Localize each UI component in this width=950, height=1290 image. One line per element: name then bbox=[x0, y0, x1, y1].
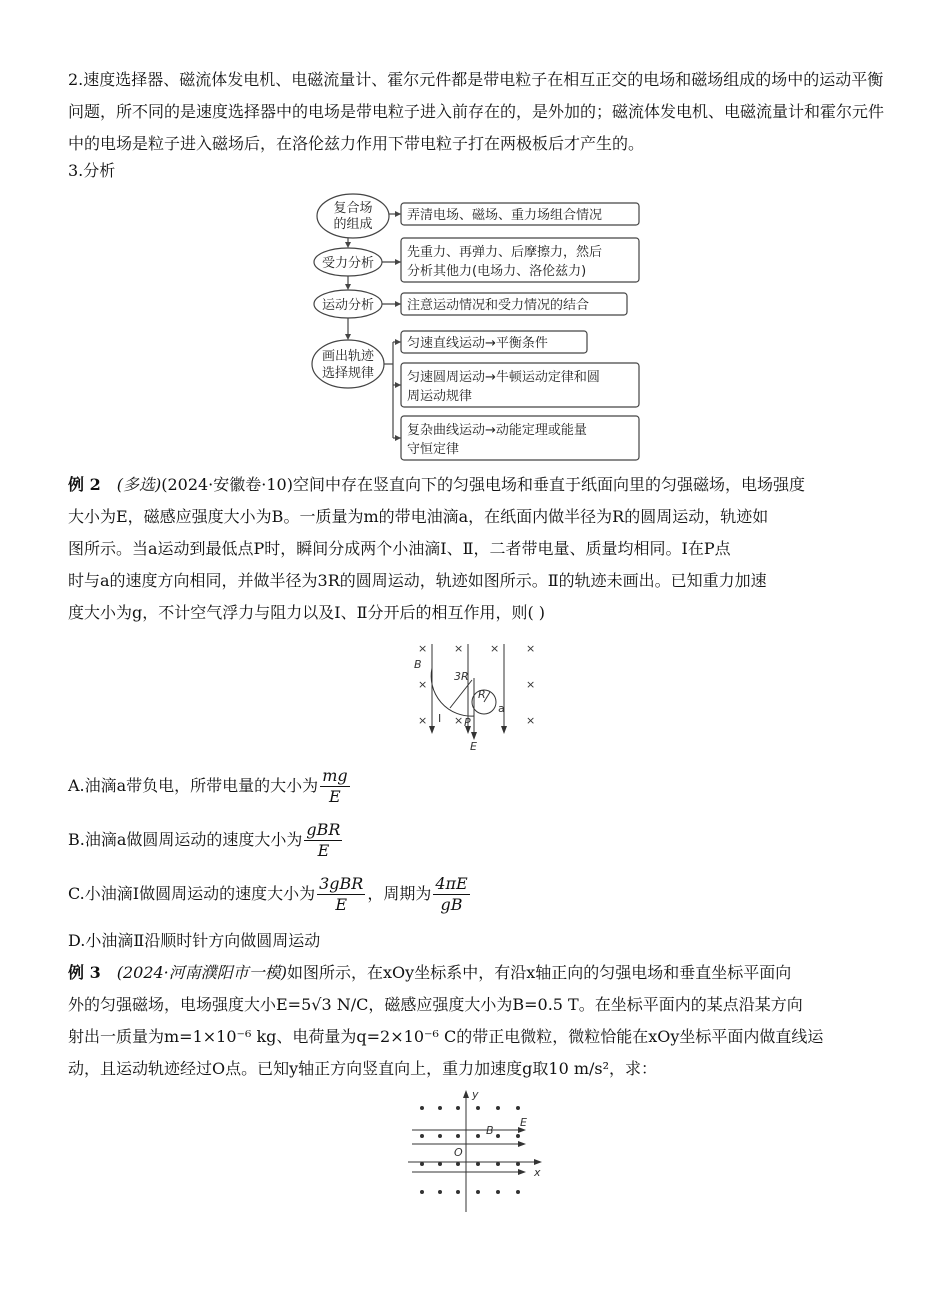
fig2-label-I: Ⅰ bbox=[438, 712, 442, 725]
example2-line-2: 大小为E，磁感应强度大小为B。一质量为m的带电油滴a，在纸面内做半径为R的圆周运动，轨迹如 bbox=[68, 507, 769, 526]
option-a-text: A.油滴a带负电，所带电量的大小为 bbox=[68, 776, 319, 795]
example3-line-4: 动，且运动轨迹经过O点。已知y轴正方向竖直向上，重力加速度g取10 m/s²，求： bbox=[68, 1059, 658, 1078]
flow-node-trajectory-l2: 选择规律 bbox=[321, 366, 375, 381]
option-c-text: C.小油滴Ⅰ做圆周运动的速度大小为 bbox=[68, 884, 316, 903]
example3-label: 例 3 bbox=[68, 963, 101, 982]
fig3-label-B: B bbox=[486, 1124, 494, 1137]
fig3-label-E: E bbox=[520, 1116, 527, 1129]
svg-text:×: × bbox=[418, 714, 428, 727]
fig3-label-y: y bbox=[472, 1088, 479, 1101]
example2-line-3: 图所示。当a运动到最低点P时，瞬间分成两个小油滴Ⅰ、Ⅱ，二者带电量、质量均相同。Ⅰ在P点 bbox=[68, 539, 731, 558]
example2-source-multi: (多选) bbox=[116, 475, 162, 494]
svg-text:×: × bbox=[490, 642, 500, 655]
svg-text:×: × bbox=[526, 678, 536, 691]
intro-point-2: 2.速度选择器、磁流体发电机、电磁流量计、霍尔元件都是带电粒子在相互正交的电场和磁场组成的场中的运动平衡问题，所不同的是速度选择器中的电场是带电粒子进入前存在的，是外加的；磁流体发电机、电磁流量计和霍尔元件中的电场是粒子进入磁场后，在洛伦兹力作用下带电粒子打在两极板后才产生的。 bbox=[68, 70, 885, 153]
example3-line-1 bbox=[68, 958, 791, 988]
flow-box-force-l2: 分析其他力(电场力、洛伦兹力) bbox=[407, 264, 587, 279]
flow-box-motion-text: 注意运动情况和受力情况的结合 bbox=[407, 298, 590, 313]
fig2-label-3R: 3R bbox=[454, 670, 469, 683]
option-b-text: B.油滴a做圆周运动的速度大小为 bbox=[68, 830, 303, 849]
example2-option-b bbox=[68, 820, 344, 861]
svg-text:×: × bbox=[418, 678, 428, 691]
example3-source: (2024·河南濮阳市一模) bbox=[116, 963, 288, 982]
flow-node-composition-l1: 复合场 bbox=[333, 201, 373, 216]
example2-option-d: D.小油滴Ⅱ沿顺时针方向做圆周运动 bbox=[68, 931, 321, 950]
option-b-fraction: $\frac{\text{gBR}}{E}$ bbox=[306, 820, 341, 860]
example3-line-3: 射出一质量为m=1×10⁻⁶ kg、电荷量为q=2×10⁻⁶ C的带正电微粒，微粒恰能在xOy坐标平面内做直线运 bbox=[68, 1027, 824, 1046]
flow-box-uniform-circle-l1: 匀速圆周运动→牛顿运动定律和圆 bbox=[407, 370, 600, 385]
fig2-label-P: P bbox=[464, 716, 471, 729]
example2-option-c bbox=[68, 874, 472, 915]
fig2-label-E: E bbox=[470, 740, 477, 753]
example2-option-a bbox=[68, 766, 352, 807]
example3-figure bbox=[402, 1088, 552, 1218]
fig2-label-R: R bbox=[478, 688, 486, 701]
example2-text-1: 空间中存在竖直向下的匀强电场和垂直于纸面向里的匀强磁场，电场强度 bbox=[292, 475, 805, 494]
flow-node-composition-l2: 的组成 bbox=[333, 217, 373, 232]
flow-node-trajectory-l1: 画出轨迹 bbox=[321, 349, 375, 364]
example2-line-5: 度大小为g，不计空气浮力与阻力以及Ⅰ、Ⅱ分开后的相互作用，则( ) bbox=[68, 603, 546, 622]
flow-node-force-label: 受力分析 bbox=[321, 256, 375, 271]
fig3-label-O: O bbox=[454, 1146, 463, 1159]
flow-box-uniform-line-text: 匀速直线运动→平衡条件 bbox=[407, 336, 548, 351]
fig2-label-a: a bbox=[498, 702, 505, 715]
option-c-fraction-speed: $\frac{\text{3gBR}}{E}$ bbox=[319, 874, 364, 914]
option-c-mid: ，周期为 bbox=[367, 884, 432, 903]
example2-label: 例 2 bbox=[68, 475, 101, 494]
svg-text:×: × bbox=[526, 714, 536, 727]
example3-text-1: 如图所示，在xOy坐标系中，有沿x轴正向的匀强电场和垂直坐标平面向 bbox=[287, 963, 792, 982]
svg-text:×: × bbox=[454, 642, 464, 655]
intro-point-3: 3.分析 bbox=[68, 161, 116, 180]
flow-box-force-l1: 先重力、再弹力、后摩擦力，然后 bbox=[407, 245, 603, 260]
fig3-label-x: x bbox=[534, 1166, 541, 1179]
fig2-label-B: B bbox=[414, 658, 422, 671]
example2-source: (2024·安徽卷·10) bbox=[161, 475, 293, 494]
svg-text:×: × bbox=[526, 642, 536, 655]
example2-line-4: 时与a的速度方向相同，并做半径为3R的圆周运动，轨迹如图所示。Ⅱ的轨迹未画出。已知重力加速 bbox=[68, 571, 767, 590]
analysis-flowchart bbox=[305, 192, 645, 462]
example2-figure bbox=[408, 638, 548, 753]
fig2-cross: × bbox=[418, 642, 428, 655]
example3-line-2: 外的匀强磁场，电场强度大小E=5√3 N/C，磁感应强度大小为B=0.5 T。在坐标平面内的某点沿某方向 bbox=[68, 995, 803, 1014]
flow-box-composition-text: 弄清电场、磁场、重力场组合情况 bbox=[407, 208, 603, 223]
example2-line-1 bbox=[68, 470, 805, 500]
flow-box-complex-curve-l2: 守恒定律 bbox=[407, 442, 460, 457]
flow-box-uniform-circle-l2: 周运动规律 bbox=[407, 389, 473, 404]
flow-box-complex-curve-l1: 复杂曲线运动→动能定理或能量 bbox=[407, 423, 587, 438]
option-c-fraction-period: $\frac{4\pi E}{gB}$ bbox=[435, 874, 468, 914]
option-a-fraction: $\frac{mg}{E}$ bbox=[322, 766, 348, 806]
flow-node-motion-label: 运动分析 bbox=[321, 298, 375, 313]
svg-text:×: × bbox=[454, 714, 464, 727]
